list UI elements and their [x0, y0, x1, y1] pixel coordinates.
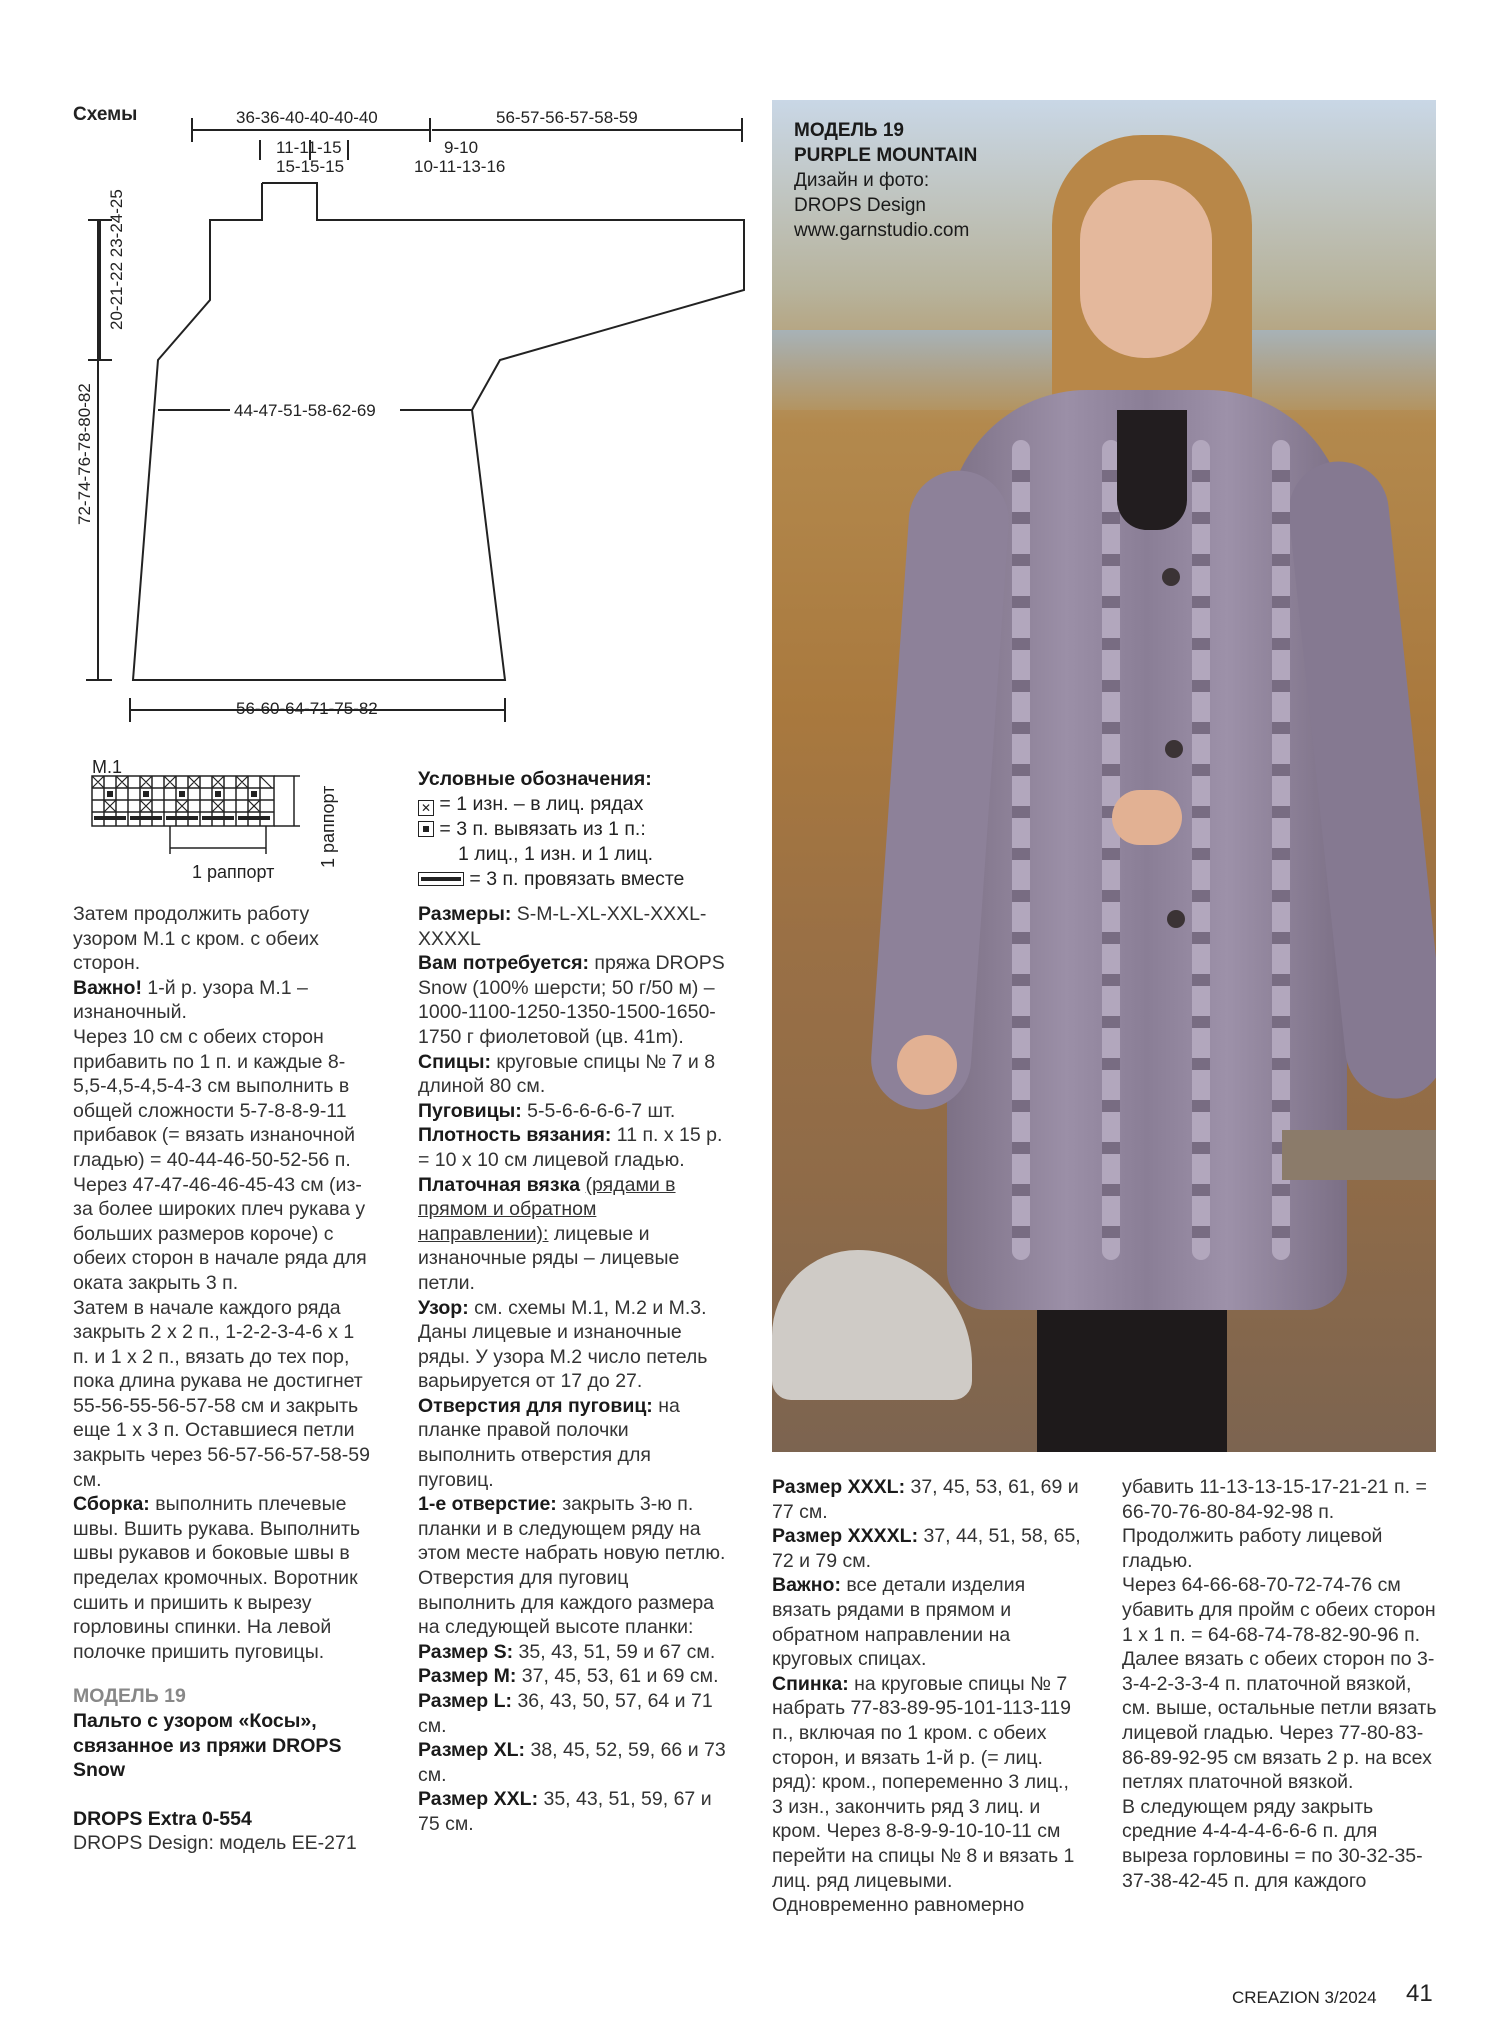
photo-credit-2: DROPS Design	[794, 195, 926, 216]
column-2	[418, 902, 728, 1837]
col1-p3: Через 47-47-46-46-45-43 см (из-за более широких плеч рукава у больших размеров короче) с обеих сторон в начале ряда для оката закрыть 3 п.	[73, 1173, 367, 1294]
col2-first: 1-е отверстие: закрыть 3-ю п. планки и в следующем ряду на этом месте набрать новую петлю.	[418, 1493, 726, 1565]
column-4	[1122, 1475, 1438, 1893]
col1-title: Пальто с узором «Косы», связанное из пряжи DROPS Snow	[73, 1710, 342, 1782]
column-1	[73, 902, 373, 1856]
legend-item-decrease: = 3 п. провязать вместе	[418, 867, 684, 892]
coat-button	[1167, 910, 1185, 928]
dim-armhole: 20-21-22 23-24-25	[107, 189, 126, 330]
col2-need: Вам потребуется: пряжа DROPS Snow (100% шерсти; 50 г/50 м) – 1000-1100-1250-1350-1500-1650-1750 г фиолетовой (цв. 41m).	[418, 952, 725, 1048]
col2-density: Плотность вязания: 11 п. х 15 р. = 10 х 10 см лицевой гладью.	[418, 1124, 723, 1171]
col2-size-s: Размер S: 35, 43, 51, 59 и 67 см.	[418, 1640, 716, 1663]
dim-top-right: 56-57-56-57-58-59	[496, 108, 638, 127]
col3-back: Спинка: на круговые спицы № 7 набрать 77-83-89-95-101-113-119 п., включая по 1 кром. с обеих сторон, и вязать 1-й р. (= лиц. ряд): кром., попеременно 3 лиц., 3 изн., закончить ряд 3 лиц. и кром. Через 8-8-9-9-10-10-11 см перейти на спицы № 8 и вязать 1 лиц. ряд лицевыми. Одновременно равномерно	[772, 1672, 1075, 1917]
col4-p2: Через 64-66-68-70-72-74-76 см убавить для пройм с обеих сторон 1 х 1 п. = 64-68-74-78-82-90-96 п.	[1122, 1574, 1436, 1646]
photo-model: МОДЕЛЬ 19	[794, 120, 904, 141]
hand-right	[1112, 790, 1182, 845]
col2-size-xxl: Размер XXL: 35, 43, 51, 59, 67 и 75 см.	[418, 1788, 712, 1835]
cable-center-right	[1192, 440, 1210, 1260]
bench	[1282, 1130, 1436, 1180]
legend-title: Условные обозначения:	[418, 768, 652, 790]
col1-p4: Затем в начале каждого ряда закрыть 2 х 2 п., 1-2-2-3-4-6 х 1 п. и 1 х 2 п., вязать до тех пор, пока длина рукава не достигнет 55-56-55-56-57-58 см и закрыть еще 1 х 3 п. Оставшиеся петли закрыть через 56-57-56-57-58-59 см.	[73, 1296, 370, 1491]
page-number: 41	[1406, 1980, 1433, 2007]
legend-item-increase: = 3 п. вывязать из 1 п.:	[418, 817, 684, 842]
col2-size-l: Размер L: 36, 43, 50, 57, 64 и 71 см.	[418, 1690, 713, 1737]
coat-button	[1162, 568, 1180, 586]
schema-title: Схемы	[73, 104, 138, 125]
col3-important: Важно: все детали изделия вязать рядами в прямом и обратном направлении на круговых спицах.	[772, 1574, 1026, 1671]
face	[1080, 180, 1212, 358]
col4-p1: убавить 11-13-13-15-17-21-21 п. = 66-70-76-80-84-92-98 п. Продолжить работу лицевой гладью.	[1122, 1476, 1427, 1572]
model-photo	[772, 100, 1436, 1452]
coat-button	[1165, 740, 1183, 758]
col1-p1: Затем продолжить работу узором М.1 с кром. с обеих сторон.	[73, 903, 319, 975]
dim-neck-1: 11-11-15	[276, 138, 342, 157]
col1-assembly: Сборка: выполнить плечевые швы. Вшить рукава. Выполнить швы рукавов и боковые швы в пределах кромочных. Воротник сшить и пришить к вырезу горловины спинки. На левой полочке пришить пуговицы.	[73, 1493, 361, 1663]
col3-xxxxl: Размер XXXXL: 37, 44, 51, 58, 65, 72 и 79 см.	[772, 1525, 1081, 1572]
col2-holes: Отверстия для пуговиц: на планке правой полочки выполнить отверстия для пуговиц.	[418, 1394, 680, 1491]
magazine-name: CREAZION 3/2024	[1232, 1988, 1377, 2007]
dim-top-left: 36-36-40-40-40-40	[236, 108, 378, 127]
col2-size-m: Размер M: 37, 45, 53, 61 и 69 см.	[418, 1665, 719, 1688]
col1-p2: Через 10 см с обеих сторон прибавить по 1 п. и каждые 8-5,5-4,5-4,5-4-3 см выполнить в общей сложности 5-7-8-8-9-11 прибавок (= вязать изнаночной гладью) = 40-44-46-50-52-56 п.	[73, 1025, 355, 1171]
photo-site: www.garnstudio.com	[794, 220, 970, 241]
dim-length: 72-74-76-78-80-82	[75, 383, 94, 525]
col1-important: Важно! 1-й р. узора М.1 – изнаночный.	[73, 976, 308, 1024]
legs	[1037, 1310, 1227, 1452]
photo-name: PURPLE MOUNTAIN	[794, 145, 978, 166]
col2-pattern: Узор: см. схемы М.1, М.2 и М.3. Даны лицевые и изнаночные ряды. У узора М.2 число петель варьируется от 17 до 27.	[418, 1296, 708, 1393]
legend-item-purl: ✕ = 1 изн. – в лиц. рядах	[418, 792, 684, 817]
garment-schema	[0, 0, 760, 760]
col2-size-xl: Размер XL: 38, 45, 52, 59, 66 и 73 см.	[418, 1739, 726, 1786]
hand-left	[897, 1035, 957, 1095]
column-3	[772, 1475, 1082, 1918]
col1-extra: DROPS Extra 0-554	[73, 1807, 252, 1830]
col2-garter: Платочная вязка (рядами в прямом и обратном направлении): лицевые и изнаночные ряды – лицевые петли.	[418, 1173, 680, 1294]
cable-center-left	[1102, 440, 1120, 1260]
col2-buttons: Пуговицы: 5-5-6-6-6-6-7 шт.	[418, 1099, 676, 1122]
dim-bottom: 56-60-64-71-75-82	[236, 699, 378, 718]
col1-model: МОДЕЛЬ 19	[73, 1685, 186, 1708]
m1-label: M.1	[92, 757, 123, 777]
photo-credit-1: Дизайн и фото:	[794, 170, 930, 191]
rapport-horizontal: 1 раппорт	[192, 862, 275, 882]
col2-sizes: Размеры: S-M-L-XL-XXL-XXXL-XXXXL	[418, 903, 707, 950]
col4-p4: В следующем ряду закрыть средние 4-4-4-4-6-6-6 п. для выреза горловины = по 30-32-35-37-38-42-45 п. для каждого	[1122, 1795, 1423, 1892]
dim-neck-2: 15-15-15	[276, 157, 345, 176]
legend-item-increase-2: 1 лиц., 1 изн. и 1 лиц.	[458, 843, 654, 865]
col2-holes2: Отверстия для пуговиц выполнить для каждого размера на следующей высоте планки:	[418, 1567, 715, 1639]
dim-chest: 44-47-51-58-62-69	[234, 401, 376, 420]
dim-cuff-1: 9-10	[444, 138, 479, 157]
col1-design: DROPS Design: модель EE-271	[73, 1832, 357, 1855]
cross-box-icon: ✕	[418, 800, 434, 816]
col2-needles: Спицы: круговые спицы № 7 и 8 длиной 80 см.	[418, 1050, 716, 1098]
dot-box-icon	[418, 821, 434, 837]
photo-caption	[794, 118, 977, 243]
col3-xxxl: Размер XXXL: 37, 45, 53, 61, 69 и 77 см.	[772, 1476, 1079, 1523]
inner-top	[1117, 410, 1187, 530]
cable-left	[1012, 440, 1030, 1260]
legend	[418, 767, 684, 892]
dim-cuff-2: 10-11-13-16	[414, 157, 506, 176]
bar-box-icon	[418, 872, 464, 886]
rapport-vertical: 1 раппорт	[318, 785, 338, 868]
rock	[772, 1250, 972, 1400]
col4-p3: Далее вязать с обеих сторон по 3-3-4-2-3-3-4 п. платочной вязкой, см. выше, остальные петли вязать лицевой гладью. Через 77-80-83-86-89-92-95 см вязать 2 р. на всех петлях платочной вязкой.	[1122, 1648, 1437, 1794]
